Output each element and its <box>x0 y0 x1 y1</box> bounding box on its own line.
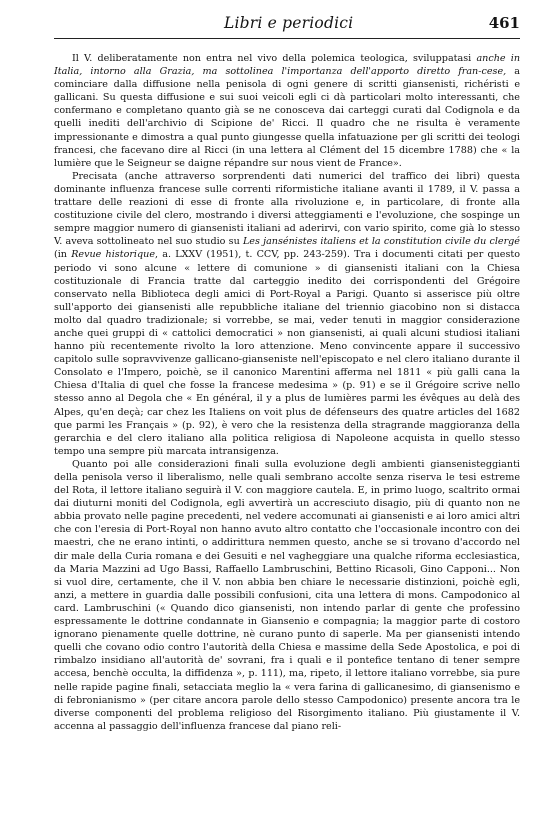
review-body-text <box>54 52 520 733</box>
paragraph-2 <box>54 170 520 458</box>
text-run: Il V. deliberatamente non entra nel vivo della polemica teologica, sviluppatasi <box>72 53 477 64</box>
italic-run: Revue historique <box>71 249 156 261</box>
text-run: , a. LXXV (1951), t. CCV, pp. 243-259). Tra i documenti citati per questo periodo vi sono alcune « lettere di comunione » di giansenisti italiani con la Chiesa costituzionale di Francia tratte dal carteggio inedito dei corrispondenti del Grégoire conservato nella Biblioteca degli amici di Port-Royal a Parigi. Quanto si asserisce più oltre sull'apporto dei giansenisti alle repubbliche italiane del triennio giacobino non si distacca molto dal quadro tradizionale; si vorrebbe, se mai, veder tenuti in maggior considerazione anche quei gruppi di « cattolici democratici » non giansenisti, ai quali alcuni studiosi italiani hanno più recentemente rivolto la loro attenzione. Meno convincente appare il successivo capitolo sulle sopravvivenze gallicano-gianseniste nell'episcopato e nel clero italiano durante il Consolato e l'Impero, poichè, se il canonico Marentini afferma nel 1811 « più galli cana la Chiesa d'Italia di quel che fosse la francese medesima » (p. 91) e se il Grégoire scrive nello stesso anno al Degola che « En général, il y a plus de lumières parmi les évêques au delà des Alpes, qu'en deçà; car chez les Italiens on voit plus de défenseurs des quatre articles del 1682 que parmi les Français » (p. 92), è vero che la resistenza della stragrande maggioranza della gerarchia e del clero italiano alla politica religiosa di Napoleone acquista in quello stesso tempo una sempre più marcata intransigenza. <box>54 249 521 457</box>
page-number: 461 <box>488 14 520 32</box>
paragraph-1 <box>54 52 520 170</box>
text-run: (in <box>54 249 72 261</box>
running-head: Libri e periodici <box>224 14 354 32</box>
page-header <box>54 14 520 36</box>
text-run: a cominciare dalla diffusione nella penisola di ogni genere di scritti giansenisti, richéristi e gallicani. Su questa diffusione e sui suoi veicoli egli ci dà particolari molto interessanti, che confermano e completano quanto già se ne conosceva dai carteggi curati dal Codignola e da quelli inediti dell'archivio di Scipione de' Ricci. Il quadro che ne risulta è veramente impressionante e dimostra a qual punto giungesse quella infatuazione per gli scritti dei teologi francesi, che facevano dire al Ricci (in una lettera al Clément del 15 dicembre 1788) che « la lumière que le Seigneur se daigne répandre sur nous vient de France». <box>54 66 520 169</box>
text-run: Precisata (anche attraverso sorprendenti dati numerici del traffico dei libri) questa dominante influenza francese sulle correnti riformistiche italiane avanti il 1789, il V. passa a trattare delle reazioni di esse di fronte alla rivoluzione e, in particolare, di fronte alla costituzione civile del clero, mostrando i diversi atteggiamenti e l'evoluzione, che sospinge un sempre maggior numero di giansenisti italiani ad aderirvi, con vario spirito, come già lo stesso V. aveva sottolineato nel suo studio su <box>54 170 520 248</box>
paragraph-3 <box>54 458 520 733</box>
italic-run: anche in Italia, intorno alla Grazia, ma sottolinea l'importanza dell'apporto diretto fran-cese, <box>54 53 520 78</box>
italic-run: Les jansénistes italiens et la constitution civile du clergé <box>242 236 520 248</box>
header-rule <box>54 38 520 39</box>
text-run: Quanto poi alle considerazioni finali sulla evoluzione degli ambienti giansenisteggianti della penisola verso il liberalismo, nelle quali sembrano accolte senza riserva le tesi estreme del Rota, il lettore italiano seguirà il V. con maggiore cautela. E, in primo luogo, scaltrito ormai dai diuturni moniti del Codignola, egli avvertirà un accresciuto disagio, più di quanto non ne abbia provato nelle pagine precedenti, nel vedere accomunati ai giansenisti e ai loro amici altri che con l'eresia di Port-Royal non hanno avuto altro contatto che l'occasionale incontro con dei maestri, che ne erano intinti, o addirittura nemmen questo, anche se si trovano d'accordo nel dir male della Curia romana e dei Gesuiti e nel vagheggiare una qualche riforma ecclesiastica, da Maria Mazzini ad Ugo Bassi, Raffaello Lambruschini, Bettino Ricasoli, Gino Capponi... Non si vuol dire, certamente, che il V. non abbia ben chiare le necessarie distinzioni, poichè egli, anzi, a mettere in guardia dalle possibili confusioni, cita una lettera di mons. Campodonico al card. Lambruschini (« Quando dico giansenisti, non intendo parlar di gente che professino espressamente le dottrine condannate in Giansenio e compagnia; la maggior parte di costoro ignorano pienamente quelle dottrine, nè curano punto di saperle. Ma per giansenisti intendo quelli che covano odio contro l'autorità della Chiesa e massime della Sede Apostolica, e poi di rimbalzo insidiano all'autorità de' sovrani, fra i quali e il pontefice tentano di tener sempre accesa, benchè occulta, la diffidenza », p. 111), ma, ripeto, il lettore italiano vorrebbe, sia pure nelle rapide pagine finali, setacciata meglio la « vera farina di gallicanesimo, di giansenismo e di febronianismo » (per citare ancora parole dello stesso Campodonico) presente ancora tra le diverse componenti del problema religioso del Risorgimento italiano. Più giustamente il V. accenna al passaggio dell'influenza francese dal piano reli- <box>54 458 520 732</box>
